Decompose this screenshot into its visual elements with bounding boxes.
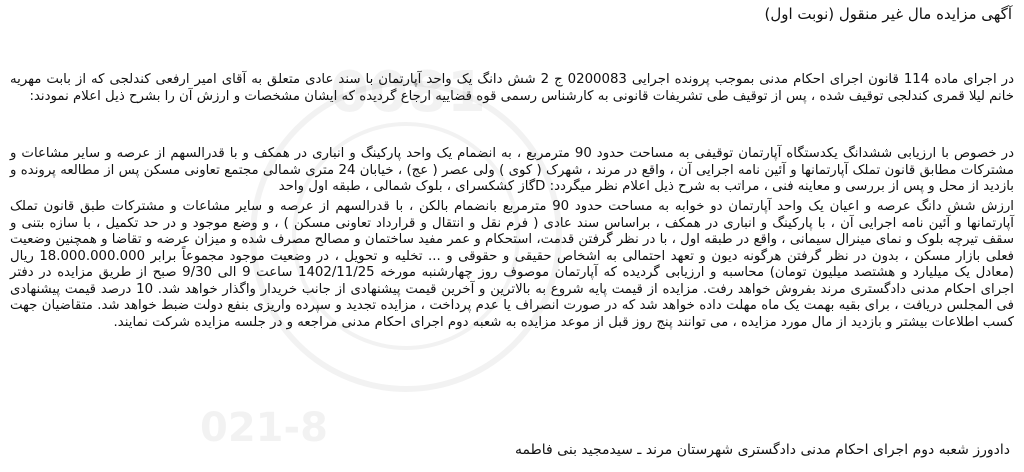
watermark-number: 0081 [330, 60, 486, 125]
paragraph-property-description: در خصوص با ارزیابی ششدانگ یکدستگاه آپارتمان توقیفی به مساحت حدود 90 مترمربع ، به انضمام یک واحد پارکینگ و انباری در همکف و با قدرالسهم از عرصه و سایر مشاعات و مشترکات مطابق قانون تملک آپارتمانها و آئین نامه اجرایی آن ، واقع در مرند ، شهرک ( کوی ) ولی عصر ( عج) ، خیابان 24 متری شمالی مجتمع تعاونی مسکن پس از مطالعه پرونده و بازدید از محل و پس از بررسی و معاینه فنی ، مراتب به شرح ذیل اعلام نظر میگردد: Dگاز کشکسرای ، بلوک شمالی ، طبقه اول واحد [10, 146, 1014, 194]
notice-title: آگهی مزایده مال غیر منقول (نوبت اول) [764, 5, 1012, 23]
paragraph-valuation-and-auction: ارزش شش دانگ عرصه و اعیان یک واحد آپارتمان دو خوابه به مساحت حدود 90 مترمربع بانضمام بالکن ، با قدرالسهم از عرصه و سایر مشاعات و مشترکات طبق قانون تملک آپارتمانها و آئین نامه اجرایی آن ، با پارکینگ و انباری در همکف ، براساس سند عادی ( فرم نقل و انتقال و قرارداد تعاونی مسکن ) ، و وضع موجود و در حد تکمیل ، با سازه بتنی و سقف تیرچه بلوک و نمای مینرال سیمانی ، واقع در طبقه اول ، با در نظر گرفتن قدمت، استحکام و عمر مفید ساختمان و مصالح مصرف شده و میزان عرضه و تقاضا و همچنین وضعیت فعلی بازار مسکن ، بدون در نظر گرفتن هرگونه دیون و تعهد احتمالی به اشخاص حقیقی و حقوقی و ... تخلیه و تحویل ، در وضعیت موجود مجموعاً برابر 18.000.000.000 ریال (معادل یک میلیارد و هشتصد میلیون تومان) محاسبه و ارزیابی گردیده که آپارتمان موصوف روز چهارشنبه مورخه 1402/11/25 ساعت 9 الی 9/30 صبح از طریق مزایده در دفتر اجرای احکام مدنی دادگستری مرند بفروش خواهد رفت. مزایده از قیمت پایه شروع به بالاترین و آخرین قیمت پیشنهادی از جانب خریدار واگذار خواهد شد. 10 درصد قیمت پیشنهادی فی المجلس دریافت ، برای بقیه بهمت یک ماه مهلت داده خواهد شد که در صورت انصراف یا عدم پرداخت ، مزایده تجدید و سپرده واریزی بنفع دولت ضبط خواهد شد. متقاضیان جهت کسب اطلاعات بیشتر و بازدید از مال مورد مزایده ، می توانند پنج روز قبل از موعد مزایده به شعبه دوم اجرای احکام مدنی مراجعه و در جلسه مزایده شرکت نمایند. [10, 199, 1014, 330]
paragraph-introduction: در اجرای ماده 114 قانون اجرای احکام مدنی بموجب پرونده اجرایی 0200083 ج 2 شش دانگ یک واحد آپارتمان با سند عادی متعلق به آقای امیر ارفعی کندلجی که از بابت مهریه خانم لیلا قمری کندلجی توقیف شده ، پس از توقیف طی تشریفات قانونی به کارشناس رسمی قوه قضاییه ارجاع گردیده که ایشان مشخصات و ارزش آن را بشرح ذیل اعلام نمودند: [10, 72, 1014, 104]
watermark-phone: 021-8 [200, 405, 328, 451]
signature-line: دادورز شعبه دوم اجرای احکام مدنی دادگستری شهرستان مرند ـ سیدمجید بنی فاطمه [515, 442, 1010, 458]
